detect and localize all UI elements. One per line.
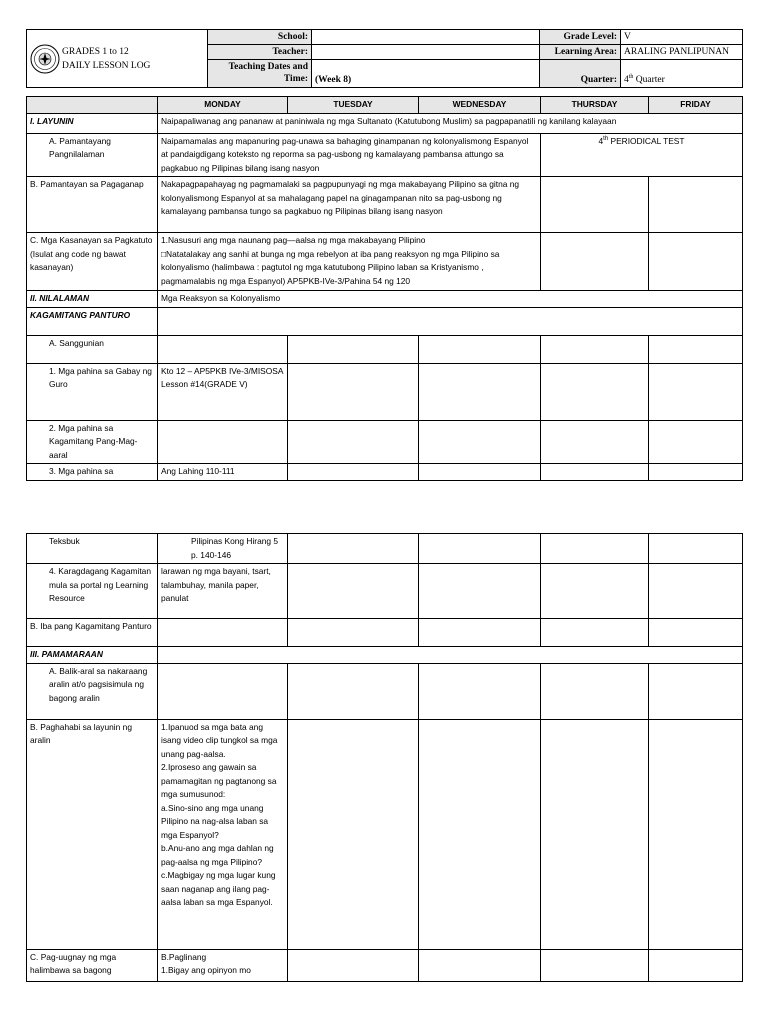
kasanayan-friday[interactable] bbox=[649, 233, 743, 291]
teksbuk-top-thu[interactable] bbox=[541, 464, 649, 481]
balik-wed[interactable] bbox=[419, 663, 541, 719]
teksbuk-tue[interactable] bbox=[288, 534, 419, 564]
day-thursday: THURSDAY bbox=[541, 97, 649, 114]
paghahabi-wed[interactable] bbox=[419, 719, 541, 949]
nilalaman-text: Mga Reaksyon sa Kolonyalismo bbox=[158, 291, 743, 308]
test-number: 4 bbox=[598, 135, 604, 146]
iba-thu[interactable] bbox=[541, 619, 649, 647]
teksbuk-top-tue[interactable] bbox=[288, 464, 419, 481]
quarter-number: 4 bbox=[624, 75, 629, 85]
teksbuk-fri[interactable] bbox=[649, 534, 743, 564]
pag-uugnay-text: B.Paglinang 1.Bigay ang opinyon mo bbox=[158, 949, 288, 981]
kagamitang-panturo-label: KAGAMITANG PANTURO bbox=[27, 307, 158, 335]
lesson-table-2 bbox=[26, 533, 743, 982]
balik-aral-label: A. Balik-aral sa nakaraang aralin at/o pagsisimula ng bagong aralin bbox=[27, 663, 158, 719]
sanggunian-thu[interactable] bbox=[541, 335, 649, 363]
iba-pang-kagamitan-label: B. Iba pang Kagamitang Panturo bbox=[27, 619, 158, 647]
test-word: PERIODICAL TEST bbox=[608, 135, 685, 146]
school-field[interactable] bbox=[312, 30, 540, 45]
teksbuk-text-top: Ang Lahing 110-111 bbox=[158, 464, 288, 481]
pagaganap-friday[interactable] bbox=[649, 177, 743, 233]
karagdagang-fri[interactable] bbox=[649, 564, 743, 619]
sanggunian-label: A. Sanggunian bbox=[27, 335, 158, 363]
pamamaraan-cell[interactable] bbox=[158, 647, 743, 664]
teksbuk-top-fri[interactable] bbox=[649, 464, 743, 481]
teksbuk-wed[interactable] bbox=[419, 534, 541, 564]
gabay-tue[interactable] bbox=[288, 363, 419, 420]
sanggunian-tue[interactable] bbox=[288, 335, 419, 363]
teacher-label: Teacher: bbox=[208, 45, 312, 60]
sanggunian-mon[interactable] bbox=[158, 335, 288, 363]
learning-area-label: Learning Area: bbox=[540, 45, 621, 60]
kasanayan-label: C. Mga Kasanayan sa Pagkatuto (Isulat ang code ng bawat kasanayan) bbox=[27, 233, 158, 291]
deped-seal-icon bbox=[30, 44, 60, 74]
pagaganap-thursday[interactable] bbox=[541, 177, 649, 233]
layunin-text: Naipapaliwanag ang pananaw at paniniwala ng mga Sultanato (Katutubong Muslim) sa pagpapanatili ng kanilang kalayaan bbox=[158, 113, 743, 133]
gabay-wed[interactable] bbox=[419, 363, 541, 420]
day-tuesday: TUESDAY bbox=[288, 97, 419, 114]
learning-area-field[interactable]: ARALING PANLIPUNAN bbox=[621, 45, 743, 60]
pag-uugnay-thu[interactable] bbox=[541, 949, 649, 981]
logo-line-1: GRADES 1 to 12 bbox=[62, 46, 129, 57]
paghahabi-tue[interactable] bbox=[288, 719, 419, 949]
corner-cell bbox=[27, 97, 158, 114]
karagdagang-kagamitan-text: larawan ng mga bayani, tsart, talambuhay, manila paper, panulat bbox=[158, 564, 288, 619]
grade-level-field[interactable]: V bbox=[621, 30, 743, 45]
school-label: School: bbox=[208, 30, 312, 45]
kasanayan-thursday[interactable] bbox=[541, 233, 649, 291]
mag-aaral-tue[interactable] bbox=[288, 420, 419, 464]
balik-tue[interactable] bbox=[288, 663, 419, 719]
pag-uugnay-label: C. Pag-uugnay ng mga halimbawa sa bagong bbox=[27, 949, 158, 981]
pamantayang-pangnilalaman-label: A. Pamantayang Pangnilalaman bbox=[27, 133, 158, 177]
paghahabi-text: 1.Ipanuod sa mga bata ang isang video clip tungkol sa mga unang pag-aalsa. 2.Iproseso ang gawain sa pamamagitan ng pagtanong sa mga sumusunod: a.Sino-sino ang mga unang Pilipino na nag-alsa laban sa mga Espanyol? b.Anu-ano ang mga dahlan ng pag-aalsa ng mga Pilipino? c.Magbigay ng mga lugar kung saan naganap ang ilang pag-aalsa laban sa mga Espanyol. bbox=[158, 719, 288, 949]
teaching-dates-label: Teaching Dates and Time: bbox=[208, 60, 312, 88]
gabay-fri[interactable] bbox=[649, 363, 743, 420]
gabay-ng-guro-text: Kto 12 – AP5PKB IVe-3/MISOSA Lesson #14(GRADE V) bbox=[158, 363, 288, 420]
mag-aaral-mon[interactable] bbox=[158, 420, 288, 464]
mag-aaral-thu[interactable] bbox=[541, 420, 649, 464]
iba-wed[interactable] bbox=[419, 619, 541, 647]
grade-level-label: Grade Level: bbox=[540, 30, 621, 45]
pamamaraan-label: III. PAMAMARAAN bbox=[27, 647, 158, 664]
gabay-thu[interactable] bbox=[541, 363, 649, 420]
sanggunian-wed[interactable] bbox=[419, 335, 541, 363]
pag-uugnay-fri[interactable] bbox=[649, 949, 743, 981]
teksbuk-thu[interactable] bbox=[541, 534, 649, 564]
gabay-ng-guro-label: 1. Mga pahina sa Gabay ng Guro bbox=[27, 363, 158, 420]
mag-aaral-label: 2. Mga pahina sa Kagamitang Pang-Mag-aaral bbox=[27, 420, 158, 464]
nilalaman-label: II. NILALAMAN bbox=[27, 291, 158, 308]
teksbuk-label-top: 3. Mga pahina sa bbox=[27, 464, 158, 481]
teksbuk-top-wed[interactable] bbox=[419, 464, 541, 481]
pamantayan-sa-pagaganap-label: B. Pamantayan sa Pagaganap bbox=[27, 177, 158, 233]
test-suffix: th bbox=[603, 135, 609, 142]
pamantayang-pangnilalaman-text: Naipamamalas ang mapanuring pag-unawa sa bahaging ginampanan ng kolonyalismong Espanyol at pandaigdigang koteksto ng reporma sa pag-usbong ng kamalayang pambansa attungo sa pagkabuo ng Pilipinas bilang isang nasyon bbox=[158, 133, 541, 177]
kasanayan-text: 1.Nasusuri ang mga naunang pag—aalsa ng mga makabayang Pilipino □Natatalakay ang sanhi at bunga ng mga rebelyon at iba pang reaksyon ng mga Pilipino sa kolonyalismo (halimbawa : pagtutol ng mga katutubong Pilipino laban sa Kristyanismo , pagmamalabis ng mga Espanyol) AP5PKB-IVe-3/Pahina 54 ng 120 bbox=[158, 233, 541, 291]
quarter-field[interactable] bbox=[621, 60, 743, 88]
iba-mon[interactable] bbox=[158, 619, 288, 647]
teacher-field[interactable] bbox=[312, 45, 540, 60]
pag-uugnay-tue[interactable] bbox=[288, 949, 419, 981]
logo-line-2: DAILY LESSON LOG bbox=[62, 60, 151, 71]
logo-cell bbox=[27, 30, 208, 88]
karagdagang-wed[interactable] bbox=[419, 564, 541, 619]
mag-aaral-wed[interactable] bbox=[419, 420, 541, 464]
periodical-test-note bbox=[541, 133, 743, 177]
balik-fri[interactable] bbox=[649, 663, 743, 719]
paghahabi-fri[interactable] bbox=[649, 719, 743, 949]
pamantayan-sa-pagaganap-text: Nakapagpapahayag ng pagmamalaki sa pagpupunyagi ng mga makabayang Pilipino sa gitna ng kolonyalismong Espanyol at sa mahalagang papel na ginagampanan nito sa pag-usbong ng kamalayang pambansa tungo sa pagkabuo ng Pilipinas bilang isang nasyon bbox=[158, 177, 541, 233]
teksbuk-text-value: Pilipinas Kong Hirang 5 p. 140-146 bbox=[191, 536, 279, 560]
header-table bbox=[26, 29, 743, 88]
karagdagang-kagamitan-label: 4. Karagdagang Kagamitan mula sa portal ng Learning Resource bbox=[27, 564, 158, 619]
karagdagang-thu[interactable] bbox=[541, 564, 649, 619]
quarter-word: Quarter bbox=[633, 75, 665, 85]
teksbuk-label: Teksbuk bbox=[27, 534, 158, 564]
paghahabi-thu[interactable] bbox=[541, 719, 649, 949]
mag-aaral-fri[interactable] bbox=[649, 420, 743, 464]
balik-thu[interactable] bbox=[541, 663, 649, 719]
day-wednesday: WEDNESDAY bbox=[419, 97, 541, 114]
iba-tue[interactable] bbox=[288, 619, 419, 647]
quarter-suffix: th bbox=[628, 73, 634, 80]
pag-uugnay-wed[interactable] bbox=[419, 949, 541, 981]
teksbuk-text bbox=[158, 534, 288, 564]
layunin-label: I. LAYUNIN bbox=[27, 113, 158, 133]
iba-fri[interactable] bbox=[649, 619, 743, 647]
day-friday: FRIDAY bbox=[649, 97, 743, 114]
sanggunian-fri[interactable] bbox=[649, 335, 743, 363]
karagdagang-tue[interactable] bbox=[288, 564, 419, 619]
kagamitang-panturo-cell[interactable] bbox=[158, 307, 743, 335]
balik-mon[interactable] bbox=[158, 663, 288, 719]
quarter-label: Quarter: bbox=[540, 60, 621, 88]
lesson-table-1-body bbox=[26, 96, 743, 481]
day-monday: MONDAY bbox=[158, 97, 288, 114]
teaching-dates-field[interactable]: (Week 8) bbox=[312, 60, 540, 88]
paghahabi-label: B. Paghahabi sa layunin ng aralin bbox=[27, 719, 158, 949]
